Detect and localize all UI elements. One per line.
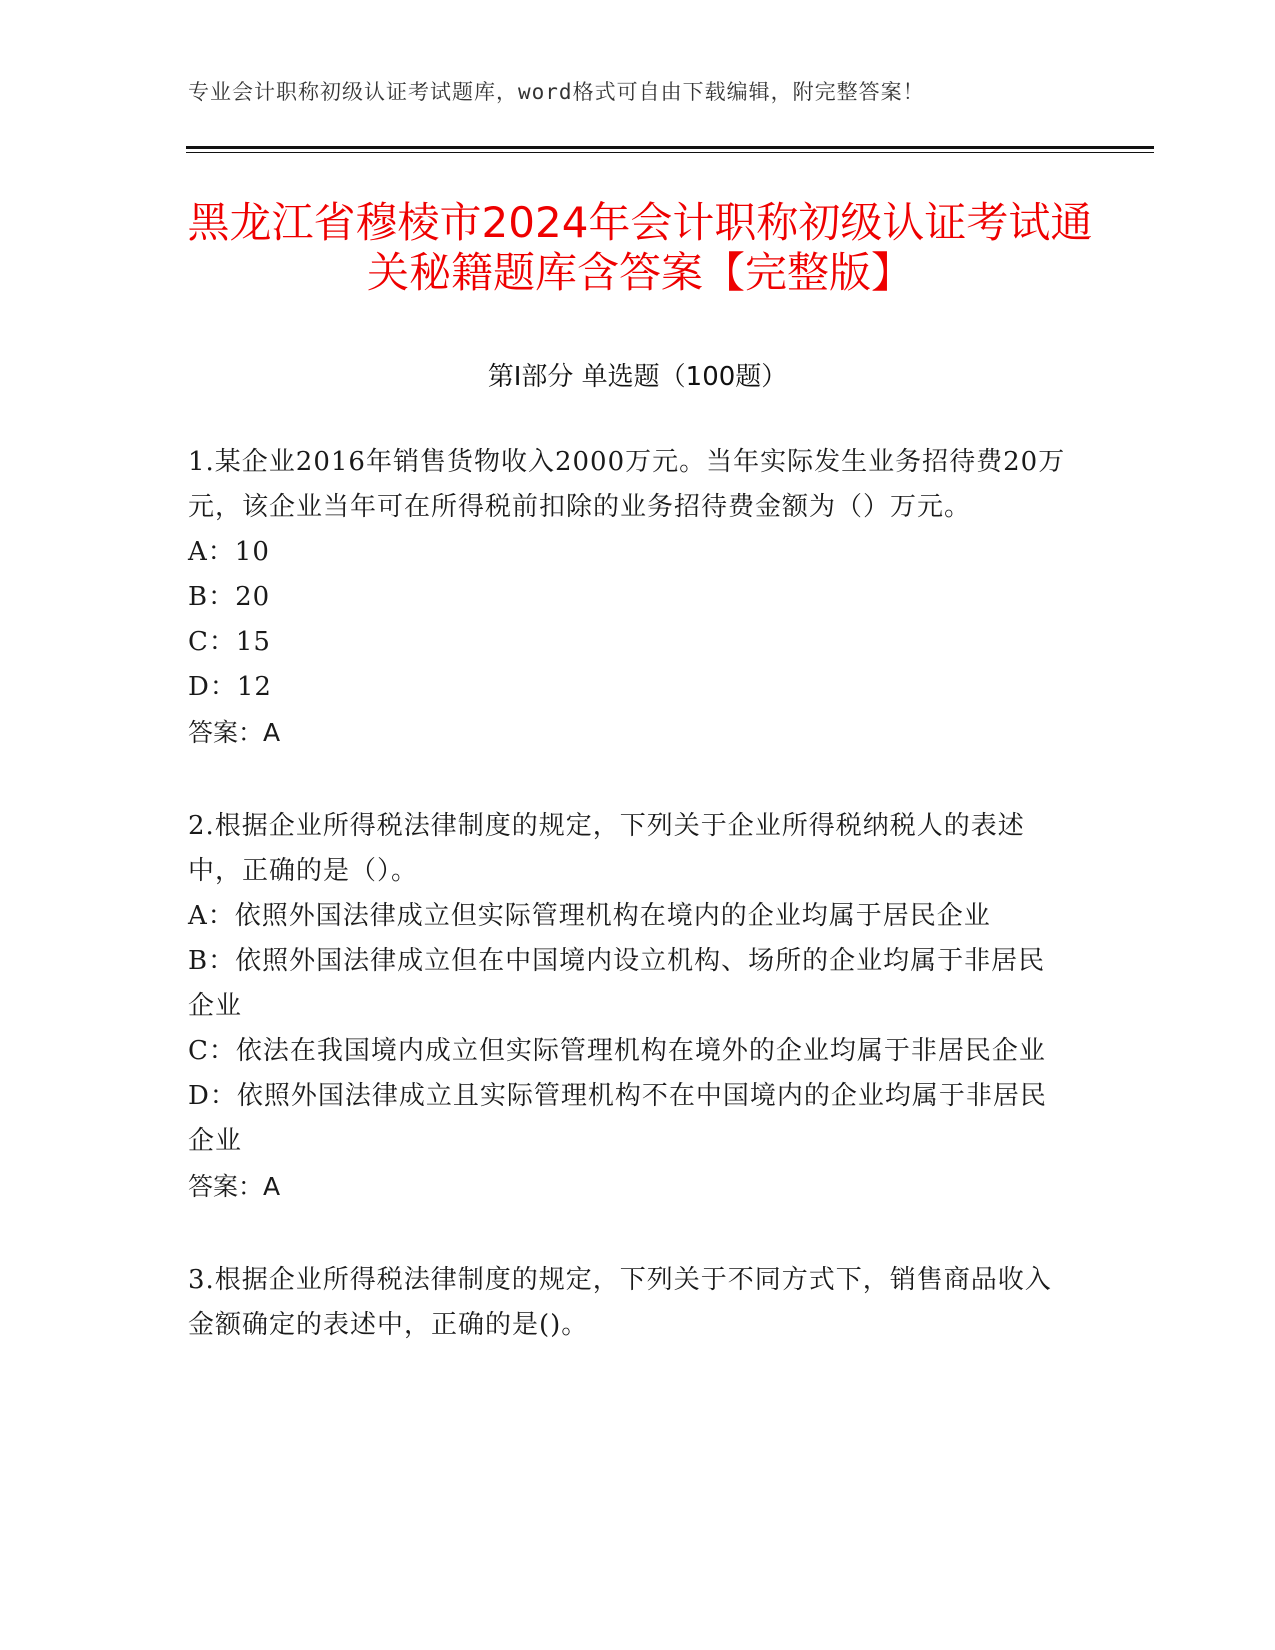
- document-title: 黑龙江省穆棱市2024年会计职称初级认证考试通关秘籍题库含答案【完整版】: [187, 198, 1093, 297]
- option-a: A：10: [188, 537, 270, 567]
- option-d: D：依照外国法律成立且实际管理机构不在中国境内的企业均属于非居民企业: [188, 1081, 1047, 1156]
- question-stem: 1.某企业2016年销售货物收入2000万元。当年实际发生业务招待费20万元，该企业当年可在所得税前扣除的业务招待费金额为（）万元。: [188, 447, 1066, 522]
- header-rule-thin: [186, 152, 1154, 153]
- question-list: [188, 440, 1068, 1397]
- header-rule-thick: [186, 146, 1154, 149]
- header-note: 专业会计职称初级认证考试题库，word格式可自由下载编辑，附完整答案！: [188, 80, 925, 104]
- section-heading: 第Ⅰ部分 单选题（100题）: [487, 362, 788, 392]
- question-stem: 2.根据企业所得税法律制度的规定，下列关于企业所得税纳税人的表述中，正确的是（）。: [188, 811, 1025, 886]
- question-1: [188, 440, 1068, 755]
- answer: 答案：A: [188, 1172, 281, 1201]
- option-b: B：依照外国法律成立但在中国境内设立机构、场所的企业均属于非居民企业: [188, 946, 1046, 1021]
- option-c: C：依法在我国境内成立但实际管理机构在境外的企业均属于非居民企业: [188, 1036, 1046, 1066]
- option-c: C：15: [188, 627, 271, 657]
- option-a: A：依照外国法律成立但实际管理机构在境内的企业均属于居民企业: [188, 901, 991, 931]
- question-3: [188, 1258, 1068, 1348]
- answer: 答案：A: [188, 718, 281, 747]
- option-b: B：20: [188, 582, 271, 612]
- option-d: D：12: [188, 672, 272, 702]
- question-stem: 3.根据企业所得税法律制度的规定，下列关于不同方式下，销售商品收入金额确定的表述中，正确的是()。: [188, 1265, 1052, 1340]
- question-2: [188, 804, 1068, 1209]
